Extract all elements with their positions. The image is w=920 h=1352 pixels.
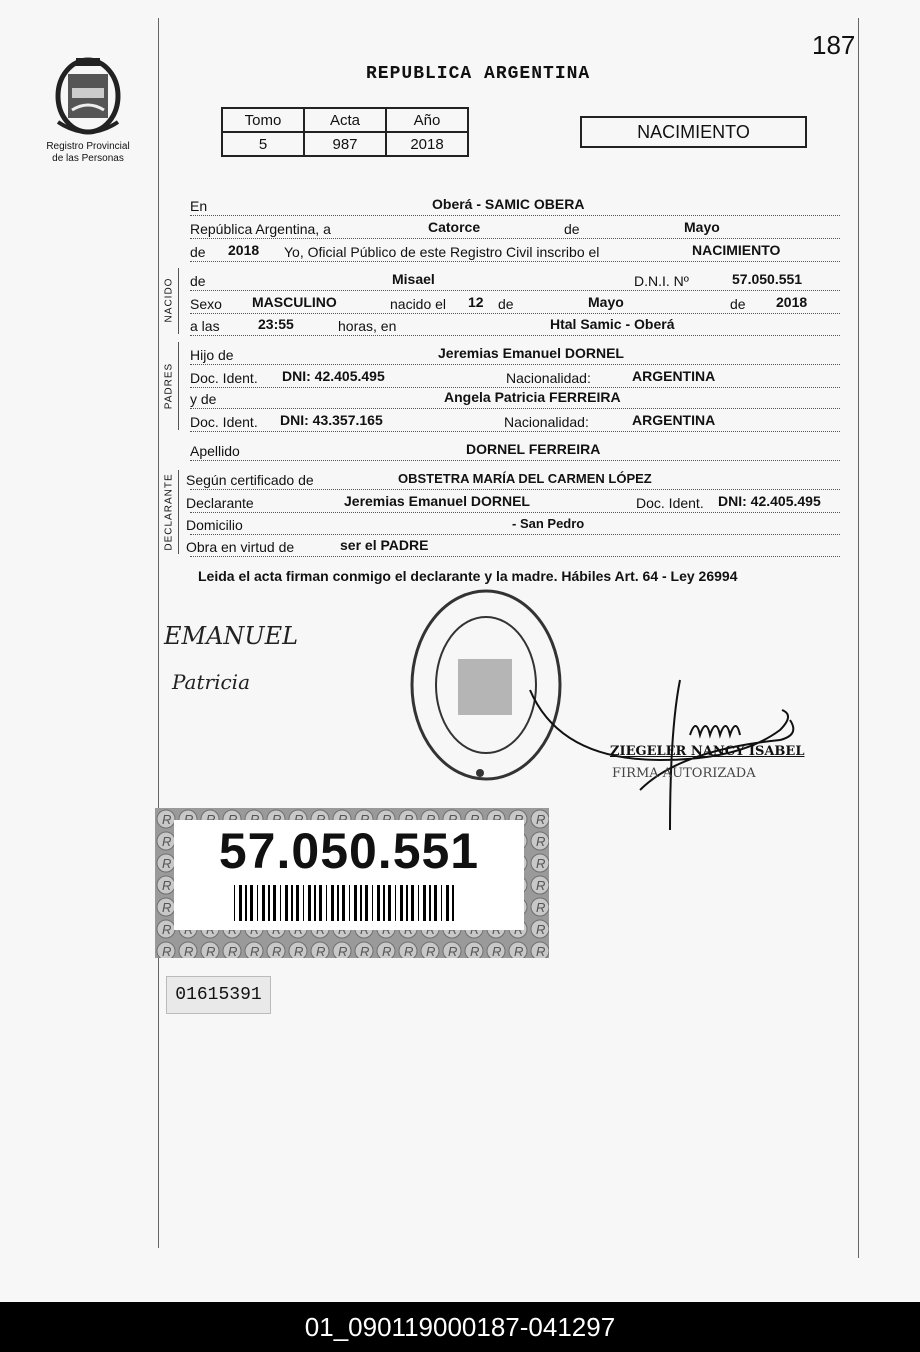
- barcode-bar: [257, 885, 258, 921]
- signature-madre: Patricia: [172, 670, 250, 694]
- barcode-bar: [268, 885, 270, 921]
- registry-header-row: [222, 108, 468, 132]
- value-lugar-nac: Htal Samic - Oberá: [550, 316, 675, 332]
- footer-id: 01_090119000187-041297: [304, 1312, 616, 1342]
- row-nombre: [190, 270, 840, 291]
- label-de: de: [564, 221, 580, 237]
- barcode-bar: [377, 885, 380, 921]
- page-number: 187: [812, 30, 856, 60]
- registry-value-row: [222, 132, 468, 156]
- label-republica: República Argentina, a: [190, 221, 331, 237]
- barcode-bar: [234, 885, 235, 921]
- registry-table: [221, 107, 469, 157]
- label-doc-ident: Doc. Ident.: [190, 414, 258, 430]
- barcode-bar: [349, 885, 350, 921]
- value-anio-nac: 2018: [776, 294, 808, 310]
- barcode-bar: [280, 885, 281, 921]
- label-dni: D.N.I. Nº: [634, 273, 689, 289]
- section-divider: [178, 470, 179, 554]
- label-yo: Yo, Oficial Público de este Registro Civil inscribo el: [284, 244, 600, 260]
- label-nacido-el: nacido el: [390, 296, 447, 312]
- barcode-bar: [326, 885, 327, 921]
- row-padre: [190, 344, 840, 365]
- barcode-bar: [250, 885, 253, 921]
- label-declarante: Declarante: [186, 495, 254, 511]
- document-title: REPUBLICA ARGENTINA: [366, 64, 591, 84]
- label-hijo-de: Hijo de: [190, 347, 234, 363]
- barcode-bar: [434, 885, 437, 921]
- row-madre-doc: [190, 411, 840, 432]
- row-hora: [190, 315, 840, 336]
- label-domicilio: Domicilio: [186, 517, 243, 533]
- barcode-bar: [354, 885, 357, 921]
- barcode-bar: [388, 885, 391, 921]
- row-padre-doc: [190, 367, 840, 388]
- province-emblem-icon: [50, 52, 126, 136]
- barcode-bar: [441, 885, 442, 921]
- row-fecha-acta: [190, 218, 840, 239]
- value-madre-nac: ARGENTINA: [632, 412, 716, 428]
- barcode-bar: [446, 885, 449, 921]
- value-apellido: DORNEL FERREIRA: [466, 441, 601, 457]
- value-tipo: NACIMIENTO: [692, 242, 781, 258]
- barcode-bar: [262, 885, 265, 921]
- label-de: de: [190, 244, 206, 260]
- value-mes-nac: Mayo: [588, 294, 624, 310]
- barcode-bar: [365, 885, 368, 921]
- section-divider: [178, 268, 179, 334]
- barcode-bar: [303, 885, 304, 921]
- official-name: ZIEGELER NANCY ISABEL: [610, 744, 805, 759]
- barcode-bar: [285, 885, 288, 921]
- right-margin-line: [858, 18, 859, 1258]
- barcode-bar: [429, 885, 431, 921]
- value-madre: Angela Patricia FERREIRA: [444, 389, 621, 405]
- section-padres: [151, 340, 187, 432]
- value-declarante: Jeremias Emanuel DORNEL: [344, 493, 530, 509]
- value-declarante-dni: DNI: 42.405.495: [718, 493, 821, 509]
- barcode-bar: [411, 885, 414, 921]
- label-obra: Obra en virtud de: [186, 539, 295, 555]
- barcode-bar: [291, 885, 293, 921]
- document-type-box: NACIMIENTO: [580, 116, 807, 148]
- barcode-bar: [423, 885, 426, 921]
- registry-header-cell: Acta: [304, 108, 386, 132]
- official-role: FIRMA AUTORIZADA: [612, 766, 756, 781]
- row-domicilio: [186, 514, 840, 535]
- row-apellido: [190, 440, 840, 461]
- barcode-bar: [395, 885, 396, 921]
- closing-text: Leida el acta firman conmigo el declarante y la madre. Hábiles Art. 64 - Ley 26994: [198, 568, 738, 584]
- registry-header-cell: Año: [386, 108, 468, 132]
- row-inscripcion: [190, 241, 840, 262]
- logo-caption-line1: Registro Provincial: [46, 141, 130, 152]
- registry-value-cell: 2018: [386, 132, 468, 156]
- barcode-bar: [383, 885, 385, 921]
- barcode-bar: [452, 885, 454, 921]
- barcode-bar: [245, 885, 247, 921]
- registry-value-cell: 987: [304, 132, 386, 156]
- barcode-bar: [314, 885, 316, 921]
- value-madre-dni: DNI: 43.357.165: [280, 412, 383, 428]
- label-en: En: [190, 198, 208, 214]
- barcode-bar: [239, 885, 242, 921]
- label-de: de: [498, 296, 514, 312]
- label-horas-en: horas, en: [338, 318, 397, 334]
- signature-declarante: EMANUEL: [164, 622, 299, 650]
- control-number: 01615391: [166, 976, 271, 1014]
- value-nombre: Misael: [392, 271, 435, 287]
- value-domicilio: - San Pedro: [512, 516, 585, 531]
- value-sexo: MASCULINO: [252, 294, 337, 310]
- value-obra: ser el PADRE: [340, 537, 429, 553]
- registry-value-cell: 5: [222, 132, 304, 156]
- section-padres-label: PADRES: [163, 362, 175, 410]
- barcode-bar: [331, 885, 334, 921]
- registry-header-cell: Tomo: [222, 108, 304, 132]
- row-obra: [186, 536, 840, 557]
- barcode-bar: [308, 885, 311, 921]
- row-madre: [190, 388, 840, 409]
- barcode-bar: [400, 885, 403, 921]
- label-nacionalidad: Nacionalidad:: [506, 370, 591, 386]
- value-anio-acta: 2018: [228, 242, 260, 258]
- value-dia-acta: Catorce: [428, 219, 481, 235]
- barcode-bar: [296, 885, 299, 921]
- barcode-bar: [337, 885, 339, 921]
- section-nacido-label: NACIDO: [163, 277, 175, 323]
- label-de: de: [730, 296, 746, 312]
- barcode-bar: [406, 885, 408, 921]
- label-a-las: a las: [190, 318, 220, 334]
- value-hora: 23:55: [258, 316, 294, 332]
- label-de: de: [190, 273, 206, 289]
- value-mes-acta: Mayo: [684, 219, 720, 235]
- barcode-bar: [418, 885, 419, 921]
- label-sexo: Sexo: [190, 296, 222, 312]
- label-segun: Según certificado de: [186, 472, 314, 488]
- dni-sticker-number: 57.050.551: [218, 823, 480, 879]
- section-declarante: [151, 468, 187, 556]
- row-sexo: [190, 293, 840, 314]
- label-y-de: y de: [190, 391, 217, 407]
- value-padre-nac: ARGENTINA: [632, 368, 716, 384]
- section-declarante-label: DECLARANTE: [163, 473, 175, 551]
- value-dni: 57.050.551: [732, 271, 803, 287]
- label-nacionalidad: Nacionalidad:: [504, 414, 589, 430]
- barcode-bar: [319, 885, 322, 921]
- row-declarante: [186, 492, 840, 513]
- barcode-bar: [273, 885, 276, 921]
- section-nacido: [151, 266, 187, 334]
- value-padre-dni: DNI: 42.405.495: [282, 368, 385, 384]
- label-apellido: Apellido: [190, 443, 240, 459]
- barcode-bar: [360, 885, 362, 921]
- label-doc-ident: Doc. Ident.: [636, 495, 704, 511]
- barcode-bar: [342, 885, 345, 921]
- logo-caption-line2: de las Personas: [52, 153, 124, 164]
- row-lugar: [190, 195, 840, 216]
- barcode: [234, 885, 456, 921]
- value-dia-nac: 12: [468, 294, 484, 310]
- left-margin-line: [158, 18, 159, 1248]
- value-certificado: OBSTETRA MARÍA DEL CARMEN LÓPEZ: [398, 471, 652, 486]
- row-certificado: [186, 469, 840, 490]
- label-doc-ident: Doc. Ident.: [190, 370, 258, 386]
- section-divider: [178, 342, 179, 430]
- logo-caption: [30, 141, 146, 165]
- value-lugar: Oberá - SAMIC OBERA: [432, 196, 585, 212]
- value-padre: Jeremias Emanuel DORNEL: [438, 345, 624, 361]
- barcode-bar: [372, 885, 373, 921]
